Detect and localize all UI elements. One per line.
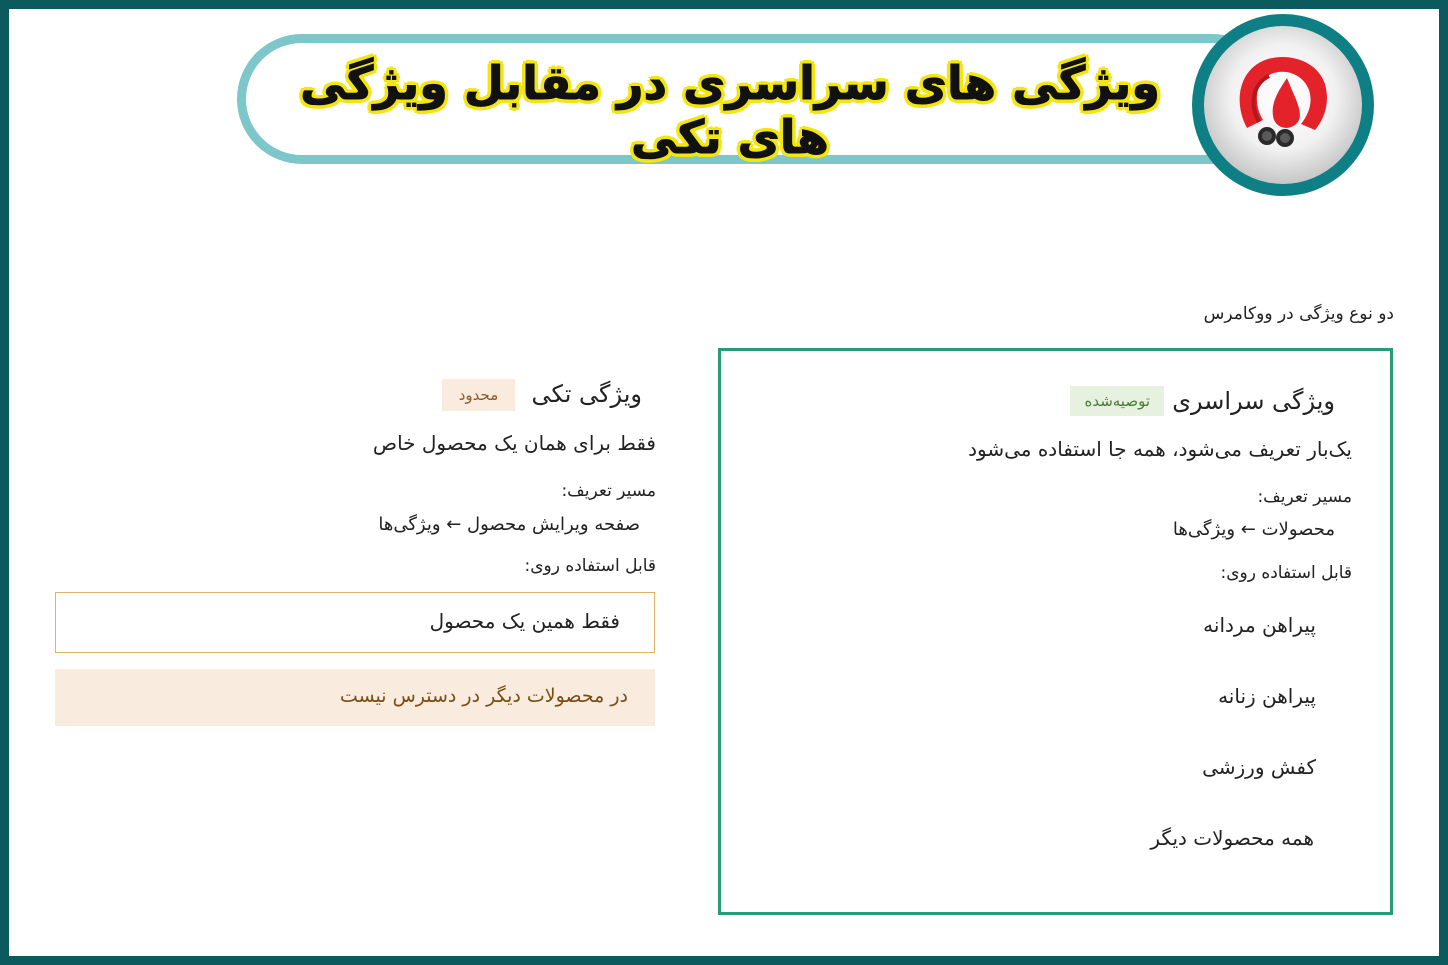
single-note-text: در محصولات دیگر در دسترس نیست bbox=[339, 685, 628, 707]
global-usage-label: قابل استفاده روی: bbox=[1220, 563, 1352, 583]
product-item: همه محصولات دیگر bbox=[1150, 826, 1314, 850]
single-path: صفحه ویرایش محصول ← ویژگی‌ها bbox=[378, 514, 640, 535]
page-title: ویژگی های سراسری در مقابل ویژگی های تکی bbox=[300, 56, 1160, 164]
global-path-label: مسیر تعریف: bbox=[1257, 487, 1352, 507]
single-card-description: فقط برای همان یک محصول خاص bbox=[372, 431, 656, 455]
single-usage-label: قابل استفاده روی: bbox=[524, 556, 656, 576]
single-usage-text: فقط همین یک محصول bbox=[429, 609, 620, 633]
recommended-badge: توصیه‌شده bbox=[1070, 386, 1164, 416]
brand-logo bbox=[1192, 14, 1374, 196]
limited-badge: محدود bbox=[442, 379, 515, 411]
global-card-title: ویژگی سراسری bbox=[1172, 387, 1335, 415]
single-path-label: مسیر تعریف: bbox=[561, 481, 656, 501]
product-item: پیراهن زنانه bbox=[1218, 684, 1316, 708]
product-item: پیراهن مردانه bbox=[1203, 613, 1316, 637]
brand-logo-icon bbox=[1229, 50, 1337, 158]
single-card-title: ویژگی تکی bbox=[531, 380, 642, 408]
global-card-description: یک‌بار تعریف می‌شود، همه جا استفاده می‌شود bbox=[968, 437, 1352, 461]
product-item: کفش ورزشی bbox=[1202, 755, 1316, 779]
section-subtitle: دو نوع ویژگی در ووکامرس bbox=[1203, 304, 1394, 324]
global-path: محصولات ← ویژگی‌ها bbox=[1172, 519, 1335, 540]
global-attribute-card bbox=[718, 348, 1393, 915]
single-note bbox=[55, 669, 655, 726]
single-usage-box bbox=[55, 592, 655, 653]
